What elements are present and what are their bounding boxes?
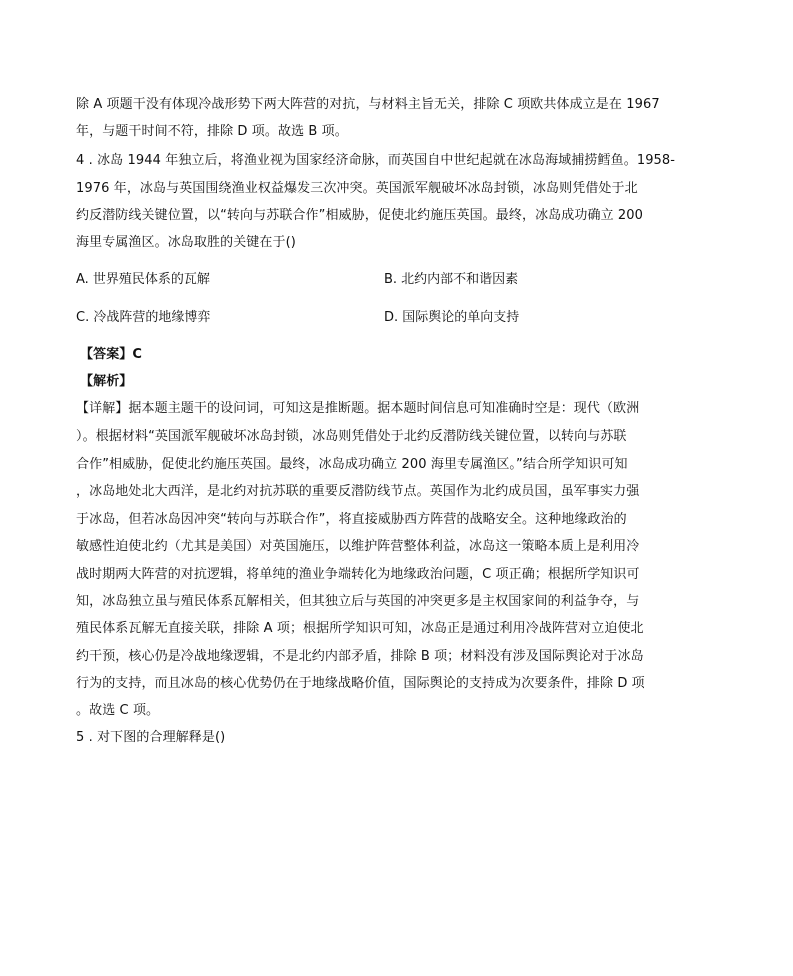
analysis-line-10: 约干预，核心仍是冷战地缘逻辑，不是北约内部矛盾，排除 B 项；材料没有涉及国际舆论对于冰岛 [76,649,644,664]
analysis-title: 【解析】 [80,374,133,389]
intro-line-2: 年，与题干时间不符，排除 D 项。故选 B 项。 [76,124,348,139]
question4-line-2: 1976 年，冰岛与英国围绕渔业权益爆发三次冲突。英国派军舰破坏冰岛封锁，冰岛则凭借处于北 [76,181,638,196]
analysis-line-8: 知，冰岛独立虽与殖民体系瓦解相关，但其独立后与英国的冲突更多是主权国家间的利益争夺，与 [76,594,640,609]
option-a: A. 世界殖民体系的瓦解 [76,272,210,287]
analysis-line-4: ，冰岛地处北大西洋，是北约对抗苏联的重要反潜防线节点。英国作为北约成员国，虽军事实力强 [76,484,640,499]
question4-line-4: 海里专属渔区。冰岛取胜的关键在于() [76,235,296,250]
analysis-line-3: 合作”相威胁，促使北约施压英国。最终，冰岛成功确立 200 海里专属渔区。”结合所学知识可知 [76,457,628,472]
analysis-line-7: 战时期两大阵营的对抗逻辑，将单纯的渔业争端转化为地缘政治问题，C 项正确；根据所学知识可 [76,567,640,582]
question4-line-1: 4 . 冰岛 1944 年独立后，将渔业视为国家经济命脉，而英国自中世纪起就在冰岛海域捕捞鳕鱼。1958- [76,153,676,168]
question5-text: 5 . 对下图的合理解释是() [76,730,226,745]
intro-line-1: 除 A 项题干没有体现冷战形势下两大阵营的对抗，与材料主旨无关，排除 C 项欧共体成立是在 1967 [76,97,660,112]
analysis-line-11: 行为的支持，而且冰岛的核心优势仍在于地缘战略价值，国际舆论的支持成为次要条件，排除 D 项 [76,676,645,691]
analysis-line-12: 。故选 C 项。 [76,703,160,718]
analysis-line-5: 于冰岛，但若冰岛因冲突“转向与苏联合作”，将直接威胁西方阵营的战略安全。这种地缘政治的 [76,512,627,527]
analysis-line-6: 敏感性迫使北约（尤其是美国）对英国施压，以维护阵营整体利益，冰岛这一策略本质上是利用冷 [76,539,640,554]
option-c: C. 冷战阵营的地缘博弈 [76,310,211,325]
answer-label: 【答案】C [80,347,143,362]
option-b: B. 北约内部不和谐因素 [384,272,519,287]
analysis-line-1: 【详解】据本题主题干的设问词，可知这是推断题。据本题时间信息可知准确时空是：现代（欧洲 [76,401,640,416]
analysis-line-9: 殖民体系瓦解无直接关联，排除 A 项；根据所学知识可知，冰岛正是通过利用冷战阵营对立迫使北 [76,621,644,636]
analysis-line-2: ）。根据材料“英国派军舰破坏冰岛封锁，冰岛则凭借处于北约反潜防线关键位置，以转向与苏联 [76,429,627,444]
question4-line-3: 约反潜防线关键位置，以“转向与苏联合作”相威胁，促使北约施压英国。最终，冰岛成功确立 200 [76,208,644,223]
option-d: D. 国际舆论的单向支持 [384,310,520,325]
